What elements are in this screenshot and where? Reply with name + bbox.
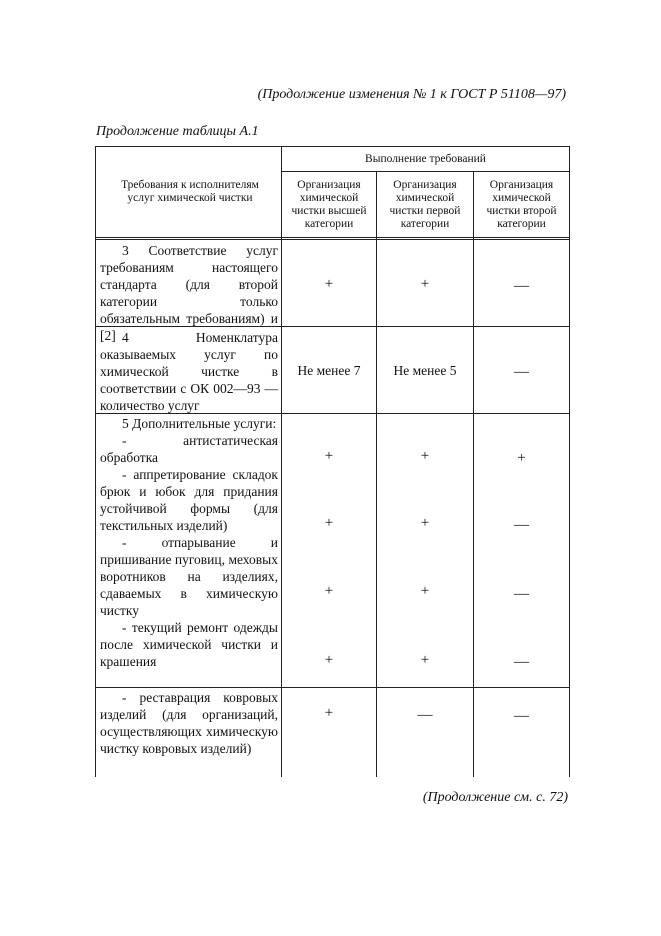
value-first: + [420,276,430,292]
value-highest: + [324,705,334,721]
column-divider [376,171,377,777]
requirement-cell: 5 Дополнительные услуги: - антистатическая обработка - аппретирование складок брюк и юбок для придания устойчивой формы (для текстильных изделий) - отпарывание и пришивание пуговиц, меховых воротников на изделиях, сдаваемых в химическую чистку - текущий ремонт одежды после химической чистки и крашения [100,416,278,669]
table-title: Продолжение таблицы А.1 [96,124,259,139]
value-second: + [517,450,526,466]
value-second: — [514,654,529,670]
fulfillment-column-header: Выполнение требований [365,152,486,165]
value-highest: + [324,652,334,668]
value-first: + [420,583,430,599]
category-first-header: Организация химической чистки первой категории [389,178,461,230]
requirements-column-header: Требования к исполнителям услуг химической чистки [121,179,259,204]
value-first: — [417,707,433,723]
value-first: + [420,652,430,668]
header-note: (Продолжение изменения № 1 к ГОСТ Р 51108—97) [257,87,566,102]
row-divider [95,687,570,688]
value-second: — [514,517,529,533]
value-first: Не менее 5 [393,363,457,378]
value-second: — [514,708,529,724]
category-second-header: Организация химической чистки второй категории [486,178,557,230]
value-highest: + [324,583,334,599]
value-highest: + [324,276,334,292]
value-second: — [514,364,529,380]
footer-note: (Продолжение см. с. 72) [422,790,568,805]
requirement-cell: 4 Номенклатура оказываемых услуг по химической чистке в соответствии с ОК 002—93 — количество услуг [100,330,278,413]
requirements-table [95,146,570,777]
header-bottom-line-2 [95,239,570,240]
requirement-cell: 3 Соответствие услуг требованиям настоящего стандарта (для второй категории только обязательным требованиям) и [2] [100,243,278,343]
value-highest: + [324,515,334,531]
value-first: + [420,515,430,531]
value-second: — [514,278,529,294]
table-border-right [569,146,570,777]
column-divider [473,171,474,777]
value-highest: Не менее 7 [297,363,361,378]
value-second: — [514,586,529,602]
value-highest: + [324,448,334,464]
value-first: + [420,448,430,464]
requirement-cell: - реставрация ковровых изделий (для организаций, осуществляющих химическую чистку ковровых изделий) [100,690,278,756]
category-highest-header: Организация химической чистки высшей категории [291,178,367,230]
